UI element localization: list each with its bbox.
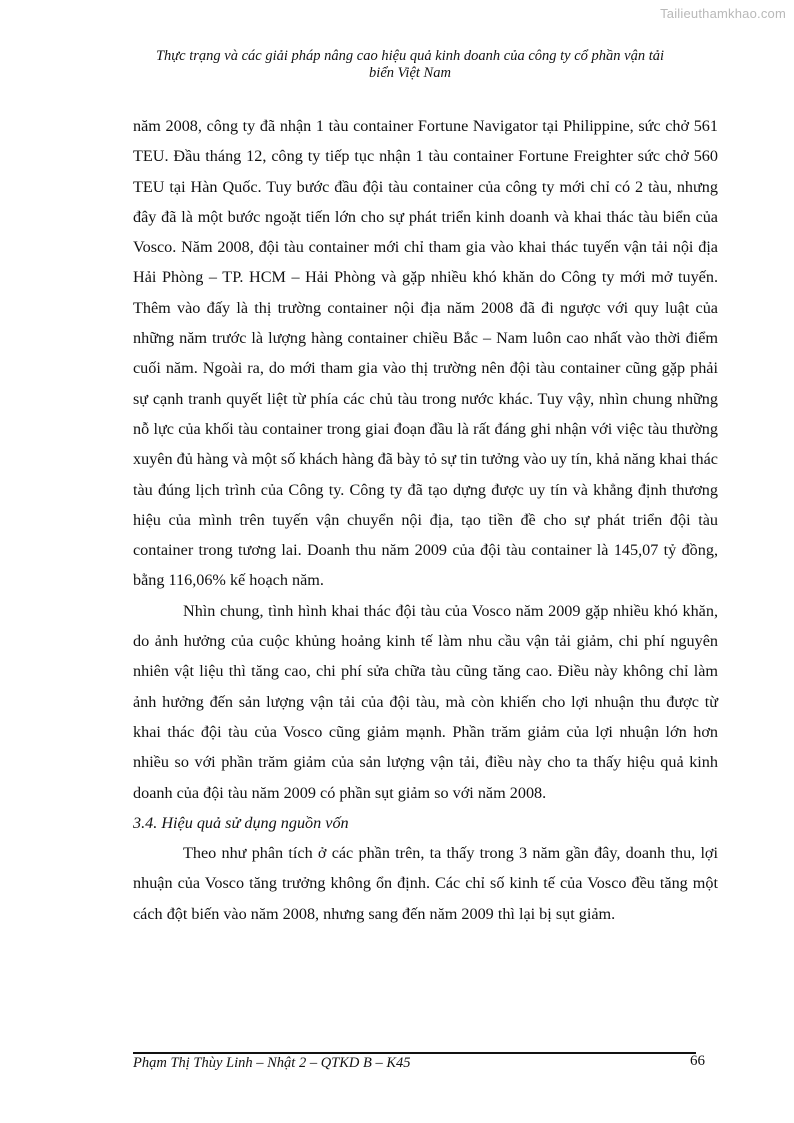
header-title-line-1: Thực trạng và các giải pháp nâng cao hiệu quả kinh doanh của công ty cổ phần vận tải xyxy=(155,48,665,64)
page-number: 66 xyxy=(690,1053,705,1069)
paragraph-2: Nhìn chung, tình hình khai thác đội tàu của Vosco năm 2009 gặp nhiều khó khăn, do ảnh hưởng của cuộc khủng hoảng kinh tế làm nhu cầu vận tải giảm, chi phí nguyên nhiên vật liệu thì tăng cao, chi phí sửa chữa tàu cũng tăng cao. Điều này không chỉ làm ảnh hưởng đến sản lượng vận tải của đội tàu, mà còn khiến cho lợi nhuận thu được từ khai thác đội tàu của Vosco cũng giảm mạnh. Phần trăm giảm của lợi nhuận lớn hơn nhiều so với phần trăm giảm của sản lượng vận tải, điều này cho ta thấy hiệu quả kinh doanh của đội tàu năm 2009 có phần sụt giảm so với năm 2008. xyxy=(133,601,718,802)
page-body xyxy=(133,111,718,929)
watermark: Tailieuthamkhao.com xyxy=(660,6,786,21)
running-header xyxy=(133,48,687,82)
paragraph-1: năm 2008, công ty đã nhận 1 tàu container Fortune Navigator tại Philippine, sức chở 561 TEU. Đầu tháng 12, công ty tiếp tục nhận 1 tàu container Fortune Freighter sức chở 560 TEU tại Hàn Quốc. Tuy bước đầu đội tàu container của công ty mới chỉ có 2 tàu, nhưng đây đã là một bước ngoặt tiến lớn cho sự phát triển kinh doanh và khai thác tàu biển của Vosco. Năm 2008, đội tàu container mới chỉ tham gia vào khai thác tuyến vận tải nội địa Hải Phòng – TP. HCM – Hải Phòng và gặp nhiều khó khăn do Công ty mới mở tuyến. Thêm vào đấy là thị trường container nội địa năm 2008 đã đi ngược với quy luật của những năm trước là lượng hàng container chiều Bắc – Nam luôn cao nhất vào thời điểm cuối năm. Ngoài ra, do mới tham gia vào thị trường nên đội tàu container cũng gặp phải sự cạnh tranh quyết liệt từ phía các chủ tàu trong nước khác. Tuy vậy, nhìn chung những nỗ lực của khối tàu container trong giai đoạn đầu là rất đáng ghi nhận với việc tàu thường xuyên đủ hàng và một số khách hàng đã bày tỏ sự tin tưởng vào uy tín, khả năng khai thác tàu đúng lịch trình của Công ty. Công ty đã tạo dựng được uy tín và khẳng định thương hiệu của mình trên tuyến vận chuyển nội địa, tạo tiền đề cho sự phát triển đội tàu container trong tương lai. Doanh thu năm 2009 của đội tàu container là 145,07 tỷ đồng, bằng 116,06% kế hoạch năm. xyxy=(133,117,718,590)
paragraph-3: Theo như phân tích ở các phần trên, ta thấy trong 3 năm gần đây, doanh thu, lợi nhuận của Vosco tăng trưởng không ổn định. Các chỉ số kinh tế của Vosco đều tăng một cách đột biến vào năm 2008, nhưng sang đến năm 2009 thì lại bị sụt giảm. xyxy=(133,844,718,923)
section-heading: 3.4. Hiệu quả sử dụng nguồn vốn xyxy=(133,813,349,832)
footer-author: Phạm Thị Thùy Linh – Nhật 2 – QTKD B – K45 xyxy=(133,1055,411,1071)
footer-divider xyxy=(133,1052,696,1054)
header-title-line-2: biển Việt Nam xyxy=(369,65,451,81)
